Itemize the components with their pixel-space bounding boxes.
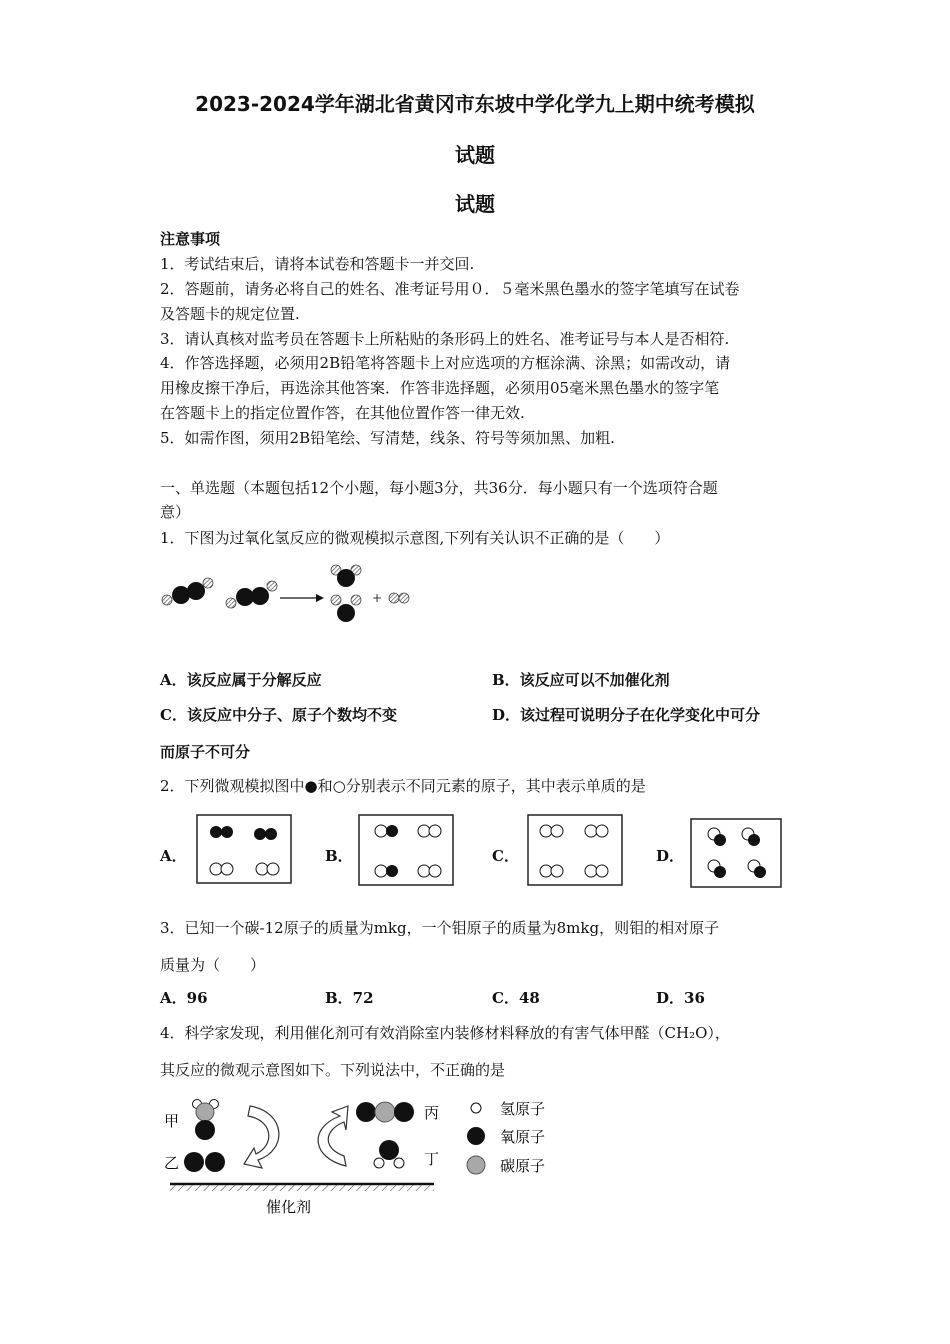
curved-arrow-icon: [318, 1106, 348, 1166]
q2-option-c-label[interactable]: C．: [492, 847, 519, 865]
q2-option-b-box[interactable]: [358, 814, 454, 886]
q3-stem-cont: 质量为（ ）: [160, 956, 266, 974]
legend: [467, 1100, 545, 1175]
notice-item: 及答题卡的规定位置.: [160, 305, 300, 323]
catalyst-label: 催化剂: [266, 1198, 312, 1216]
h2-molecule: [389, 593, 409, 603]
section-heading-cont: 意）: [160, 503, 191, 521]
h2o-molecule: [331, 565, 361, 587]
legend-oxygen: 氧原子: [500, 1128, 546, 1146]
q2-option-d-box[interactable]: [690, 818, 782, 888]
notice-item: 2．答题前，请务必将自己的姓名、准考证号用０．５毫米黑色墨水的签字笔填写在试卷: [160, 280, 740, 298]
label-bing: 丙: [424, 1104, 440, 1122]
h2o-molecule: [331, 595, 361, 622]
q3-option-d[interactable]: D．36: [656, 989, 705, 1007]
legend-carbon: 碳原子: [500, 1157, 546, 1175]
q2-option-d-label[interactable]: D．: [656, 847, 685, 865]
q3-stem: 3．已知一个碳-12原子的质量为mkg，一个钼原子的质量为8mkg，则钼的相对原子: [160, 919, 720, 937]
q4-stem: 4．科学家发现，利用催化剂可有效消除室内装修材料释放的有害气体甲醛（CH₂O），: [160, 1024, 730, 1042]
q1-reaction-diagram: [158, 558, 418, 630]
q1-option-b[interactable]: B．该反应可以不加催化剂: [492, 671, 670, 689]
q3-option-c[interactable]: C．48: [492, 989, 540, 1007]
notice-item: 3．请认真核对监考员在答题卡上所粘贴的条形码上的姓名、准考证号与本人是否相符.: [160, 330, 730, 348]
oxygen-molecule: [184, 1152, 225, 1172]
h2o2-molecule: [162, 578, 213, 605]
notice-item: 5．如需作图，须用2B铅笔绘、写清楚，线条、符号等须加黑、加粗.: [160, 429, 615, 447]
q1-option-a[interactable]: A．该反应属于分解反应: [160, 671, 322, 689]
q4-stem-cont: 其反应的微观示意图如下。下列说法中，不正确的是: [160, 1061, 506, 1079]
q2-stem: 2．下列微观模拟图中●和○分别表示不同元素的原子，其中表示单质的是: [160, 777, 646, 795]
notice-item: 4．作答选择题，必须用2B铅笔将答题卡上对应选项的方框涂满、涂黑；如需改动，请: [160, 354, 731, 372]
q2-option-b-label[interactable]: B．: [325, 847, 353, 865]
section-heading: 一、单选题（本题包括12个小题，每小题3分，共36分．每小题只有一个选项符合题: [160, 479, 718, 497]
q1-option-d[interactable]: D．该过程可说明分子在化学变化中可分: [492, 706, 761, 724]
oxygen-atom-icon: [467, 1127, 485, 1145]
q2-option-a-label[interactable]: A．: [160, 847, 187, 865]
q3-option-b[interactable]: B．72: [325, 989, 374, 1007]
notice-item: 1．考试结束后，请将本试卷和答题卡一并交回.: [160, 255, 475, 273]
reaction-arrow: [280, 594, 324, 602]
h2o-molecule: [374, 1140, 404, 1168]
q1-option-c[interactable]: C．该反应中分子、原子个数均不变: [160, 706, 397, 724]
co2-molecule: [356, 1102, 414, 1122]
curved-arrow-icon: [244, 1106, 279, 1168]
legend-hydrogen: 氢原子: [500, 1100, 546, 1118]
carbon-atom-icon: [467, 1156, 485, 1174]
label-jia: 甲: [164, 1112, 180, 1130]
label-yi: 乙: [164, 1154, 180, 1172]
q3-option-a[interactable]: A．96: [160, 989, 208, 1007]
notice-heading: 注意事项: [160, 230, 221, 248]
h2o2-molecule: [226, 581, 277, 608]
q2-option-c-box[interactable]: [527, 814, 623, 886]
formaldehyde-molecule: [193, 1100, 219, 1141]
q2-option-a-box[interactable]: [196, 814, 292, 884]
notice-item: 用橡皮擦干净后，再选涂其他答案．作答非选择题，必须用05毫米黑色墨水的签字笔: [160, 379, 720, 397]
doc-title-line2: 试题: [455, 143, 495, 167]
catalyst-hatching: [170, 1185, 434, 1191]
q1-stem: 1．下图为过氧化氢反应的微观模拟示意图,下列有关认识不正确的是（ ）: [160, 529, 670, 547]
doc-title-line1: 2023-2024学年湖北省黄冈市东坡中学化学九上期中统考模拟: [195, 92, 755, 116]
q4-reaction-diagram: [158, 1092, 578, 1222]
doc-title-line3: 试题: [455, 192, 495, 216]
hydrogen-atom-icon: [471, 1103, 481, 1113]
q1-option-d-cont: 而原子不可分: [160, 743, 251, 761]
plus-sign: +: [372, 591, 383, 605]
notice-item: 在答题卡上的指定位置作答，在其他位置作答一律无效.: [160, 404, 525, 422]
label-ding: 丁: [424, 1150, 440, 1168]
